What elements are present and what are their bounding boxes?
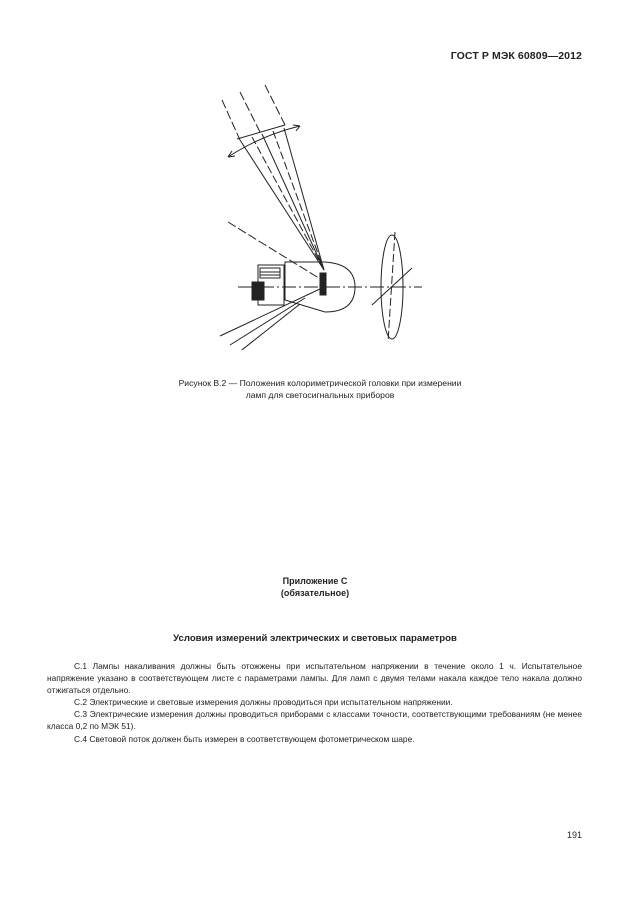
rotation-arrow-left bbox=[228, 151, 235, 157]
ray-side-lower bbox=[220, 288, 322, 336]
page-number: 191 bbox=[566, 830, 582, 840]
lamp-filament bbox=[320, 273, 326, 295]
appendix-heading bbox=[0, 576, 630, 599]
ray-2 bbox=[252, 137, 324, 270]
paragraph-c4: С.4 Световой поток должен быть измерен в соответствующем фотометрическом шаре. bbox=[74, 733, 415, 744]
caption-line-2: ламп для светосигнальных приборов bbox=[245, 390, 395, 400]
section-body bbox=[47, 660, 582, 745]
ray-4 bbox=[273, 131, 324, 270]
lamp-base-pin bbox=[252, 282, 264, 300]
ray-5 bbox=[284, 128, 324, 270]
tube-line-left bbox=[222, 100, 240, 140]
paragraph-c1: С.1 Лампы накаливания должны быть отожжены при испытательном напряжении в течение около 1 ч. Испытательное напряжение указано в соответствующем листе с параметрами лампы. Для ламп с двумя телами накала каждое тело накала должно отжигаться отдельно. bbox=[47, 661, 582, 696]
ray-side-upper bbox=[228, 222, 322, 280]
appendix-status: (обязательное) bbox=[280, 587, 350, 598]
paragraph-c2: С.2 Электрические и световые измерения должны проводиться при испытательном напряжении. bbox=[74, 697, 453, 708]
tube-line-middle bbox=[240, 92, 260, 132]
ray-1 bbox=[240, 140, 324, 270]
ray-3 bbox=[262, 134, 324, 270]
figure-caption bbox=[140, 377, 500, 401]
tube-line-right bbox=[265, 85, 285, 125]
lamp-base-upper-contact bbox=[260, 268, 280, 278]
caption-line-1: Рисунок В.2 — Положения колориметрической головки при измерении bbox=[178, 378, 462, 388]
colorimetric-head-diagram bbox=[200, 80, 440, 350]
appendix-title: Приложение С bbox=[282, 576, 348, 586]
paragraph-c3: С.3 Электрические измерения должны проводиться приборами с классами точности, соответствующими требованиям (не менее класса 0,2 по МЭК 51). bbox=[47, 709, 582, 732]
section-title: Условия измерений электрических и световых параметров bbox=[173, 633, 457, 644]
document-header: ГОСТ Р МЭК 60809—2012 bbox=[450, 50, 582, 62]
ray-lower-2 bbox=[238, 304, 300, 350]
